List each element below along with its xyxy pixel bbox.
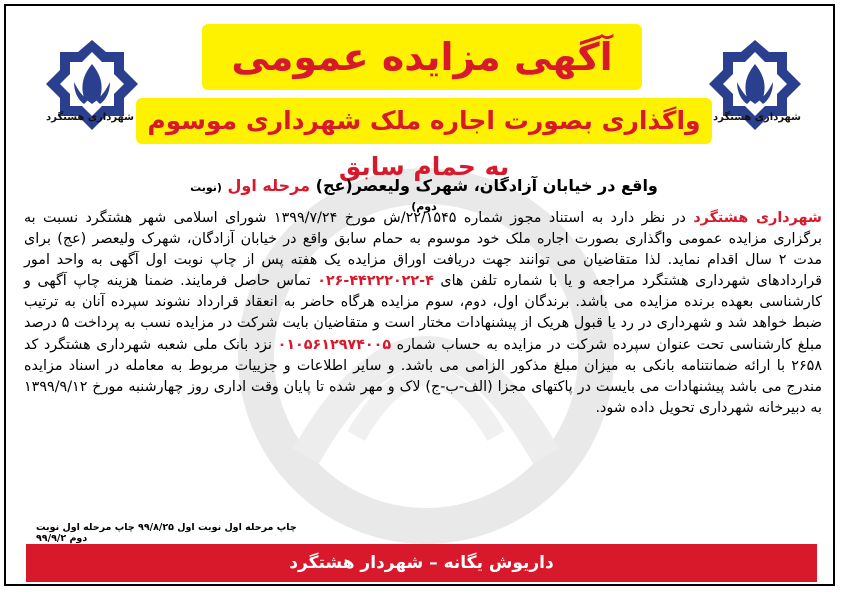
- stage-label: مرحله اول: [227, 176, 311, 195]
- page-subtitle: واگذاری بصورت اجاره ملک شهرداری موسوم به حمام سابق: [136, 98, 712, 144]
- body-paragraph-3: نزد بانک ملی شعبه شهرداری هشتگرد کد ۲۶۵۸ با ارائه ضمانتنامه بانکی به میزان مبلغ مذکور الزامی می باشد. و سایر اطلاعات و جزییات مربوط به معامله در اسناد مزایده مندرج می باشد پیشنهادات می بایست در پاکتهای مجزا (الف-ب-ج) لاک و مهر شده تا پایان وقت اداری روز چهارشنبه مورخ ۱۳۹۹/۹/۱۲ به دبیرخانه شهرداری تحویل داده شود.: [24, 336, 822, 416]
- page-title: آگهی مزایده عمومی: [202, 24, 642, 90]
- round-label: (نوبت دوم): [190, 181, 437, 213]
- logo-caption-right: شهرداری هشتگرد: [713, 112, 801, 123]
- body-paragraph-2: تماس حاصل فرمایند. ضمنا هزینه چاپ آگهی و کارشناسی بعهده برنده مزایده می باشد. برندگان اول، دوم، سوم مزایده هرگاه حاضر به انعقاد قرارداد نشوند سپرده آنان به ترتیب ضبط خواهد شد و شهرداری در رد یا قبول هریک از پیشنهادات مختار است و متقاضیان بایت شرکت در مزایده نسب به پرداخت ۵ درصد مبلغ کارشناسی تحت عنوان سپرده شرکت در مزایده به حساب شماره: [24, 273, 822, 353]
- print-dates: چاپ مرحله اول نوبت اول ۹۹/۸/۲۵ چاپ مرحله اول نوبت دوم ۹۹/۹/۲: [36, 522, 297, 544]
- signature-bar: داریوش یگانه – شهردار هشتگرد: [26, 544, 817, 582]
- notice-body: [24, 208, 822, 518]
- advertisement-frame: [4, 4, 835, 586]
- phone-number: ۴-۴۴۲۲۲۰۲۲-۰۲۶: [317, 273, 434, 290]
- body-paragraph-1: در نظر دارد به استناد مجوز شماره ۲۲/۱۵۴۵/ش مورخ ۱۳۹۹/۷/۲۴ شورای اسلامی شهر هشتگرد نسبت به برگزاری مزایده عمومی واگذاری بصورت اجاره ملک خود موسوم به حمام سابق واقع در خیابان آزادگان، شهرک ولیعصر (عج) برای مدت ۲ سال اقدام نماید. لذا متقاضیان می توانند جهت دریافت اوراق مزایده یک هفته پس از چاپ نوبت اول آگهی به واحد امور قراردادهای شهرداری هشتگرد مراجعه و یا با شماره تلفن های: [24, 210, 822, 290]
- logo-caption-left: شهرداری هشتگرد: [46, 112, 134, 123]
- account-number: ۰۱۰۵۶۱۲۹۷۴۰۰۵: [277, 336, 392, 353]
- location-text: واقع در خیابان آزادگان، شهرک ولیعصر(عج): [315, 176, 658, 195]
- issuer-name: شهرداری هشتگرد: [693, 210, 822, 226]
